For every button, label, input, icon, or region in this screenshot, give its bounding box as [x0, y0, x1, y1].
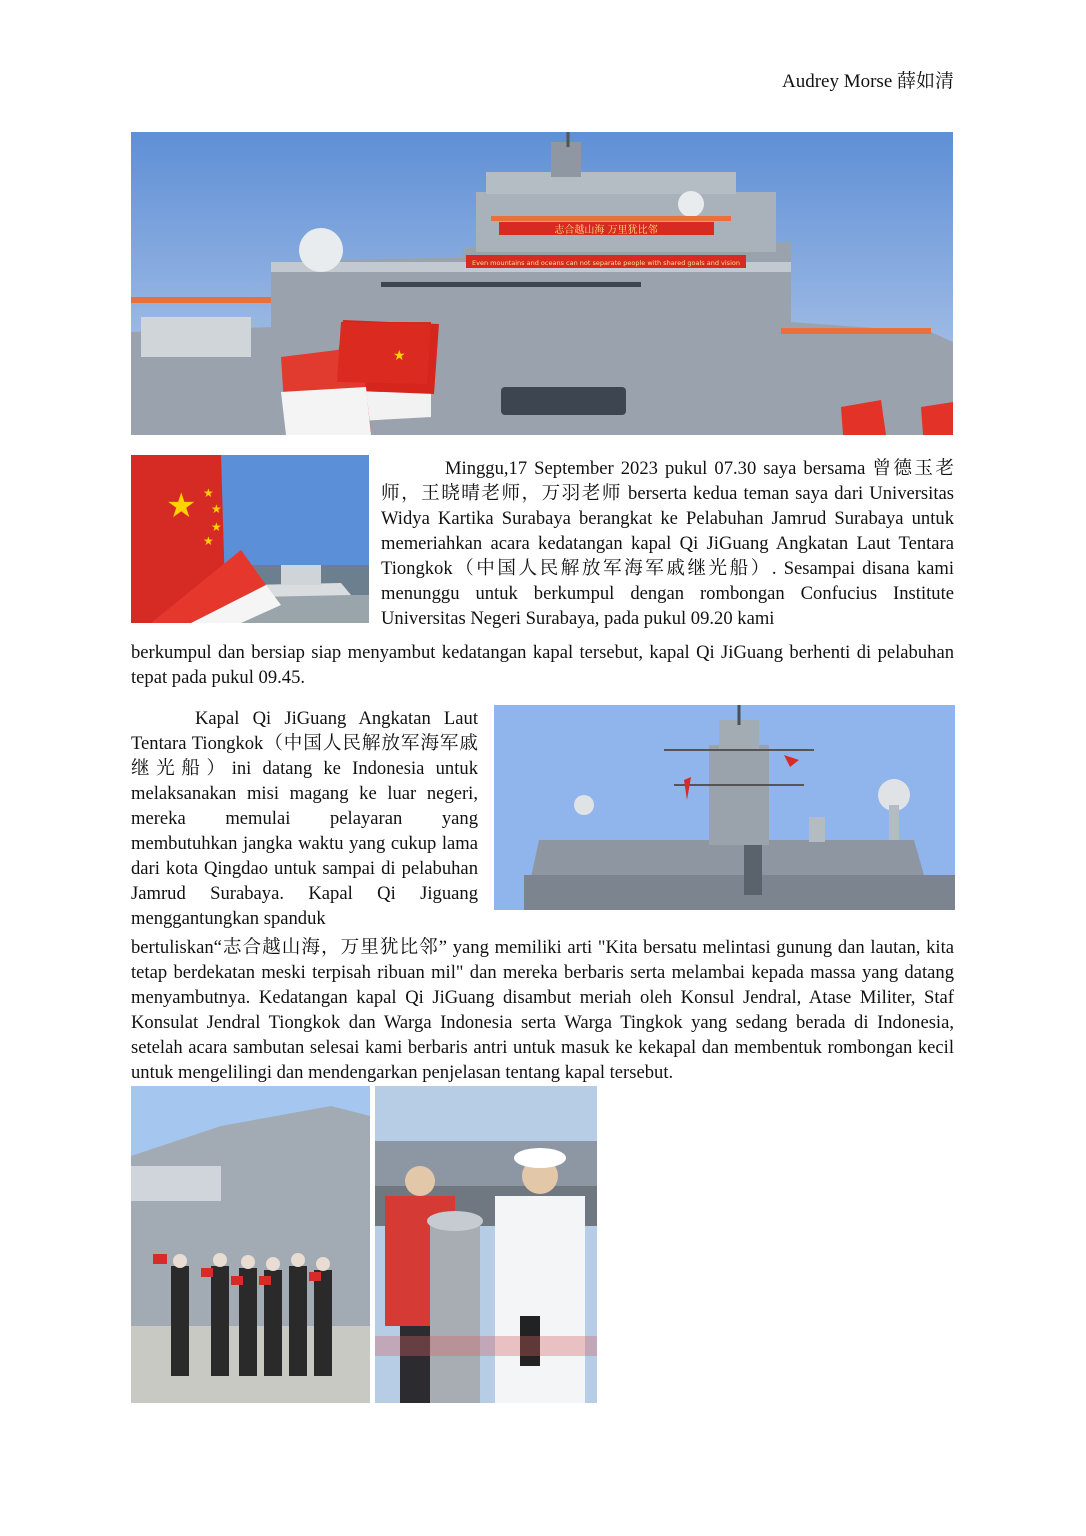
svg-text:★: ★ — [393, 348, 406, 364]
paragraph-2-part-2: bertuliskan“志合越山海，万里犹比邻” yang memiliki arti "Kita bersatu melintasi gunung dan lautan, kita tetap berdekatan meski terpisah ribuan mil" dan mereka berbaris serta melambai kepada massa yang datang menyambutnya. Kedatangan kapal Qi JiGuang disambut meriah oleh Konsul Jendral, Atase Militer, Staf Konsulat Jendral Tiongkok dan Warga Indonesia serta Warga Tingkok yang sedang berada di Indonesia, setelah acara sambutan selesai kami berbaris antri untuk masuk ke kekapal dan membentuk rombongan kecil untuk mengelilingi dan mendengarkan penjelasan tentang kapal tersebut. — [131, 937, 954, 1083]
svg-text:★: ★ — [203, 534, 214, 548]
flags-ship-photo — [131, 455, 369, 623]
paragraph-2-part-1: Kapal Qi JiGuang Angkatan Laut Tentara Tiongkok（中国人民解放军海军戚继光船）ini datang ke Indonesia untuk melaksanakan misi magang ke luar negeri, mereka memulai pelayaran yang membutuhkan jangka waktu yang cukup lama dari kota Qingdao untuk sampai di pelabuhan Jamrud Surabaya. Kapal Qi Jiguang menggantungkan spanduk — [131, 708, 478, 929]
svg-text:★: ★ — [211, 520, 222, 534]
banner-chinese-text: 志合越山海 万里犹比邻 — [554, 225, 658, 236]
paragraph-1-wrapped — [381, 456, 954, 631]
group-photo — [131, 1086, 370, 1403]
banner-english-text: Even mountains and oceans can not separate people with shared goals and vision — [472, 259, 740, 267]
svg-text:★: ★ — [166, 486, 197, 526]
svg-text:★: ★ — [211, 502, 222, 516]
paragraph-2-full — [131, 935, 954, 1085]
paragraph-2-wrapped — [131, 706, 478, 931]
paragraph-1-part-2: berkumpul dan bersiap siap menyambut kedatangan kapal tersebut, kapal Qi JiGuang berhenti di pelabuhan tepat pada pukul 09.45. — [131, 642, 954, 688]
paragraph-1-full — [131, 640, 954, 690]
svg-text:★: ★ — [203, 486, 214, 500]
ship-banner-photo — [131, 132, 953, 435]
ship-mast-photo — [494, 705, 955, 910]
author-header: Audrey Morse 薛如清 — [781, 71, 954, 92]
paragraph-1-part-1: Minggu,17 September 2023 pukul 07.30 saya bersama 曾德玉老师，王晓晴老师，万羽老师 berserta kedua teman saya dari Universitas Widya Kartika Surabaya berangkat ke Pelabuhan Jamrud Surabaya untuk memeriahkan acara kedatangan kapal Qi JiGuang Angkatan Laut Tentara Tiongkok（中国人民解放军海军戚继光船）. Sesampai disana kami menunggu untuk berkumpul dengan rombongan Confucius Institute Universitas Negeri Surabaya, pada pukul 09.20 kami — [381, 458, 954, 629]
sailor-photo — [375, 1086, 597, 1403]
